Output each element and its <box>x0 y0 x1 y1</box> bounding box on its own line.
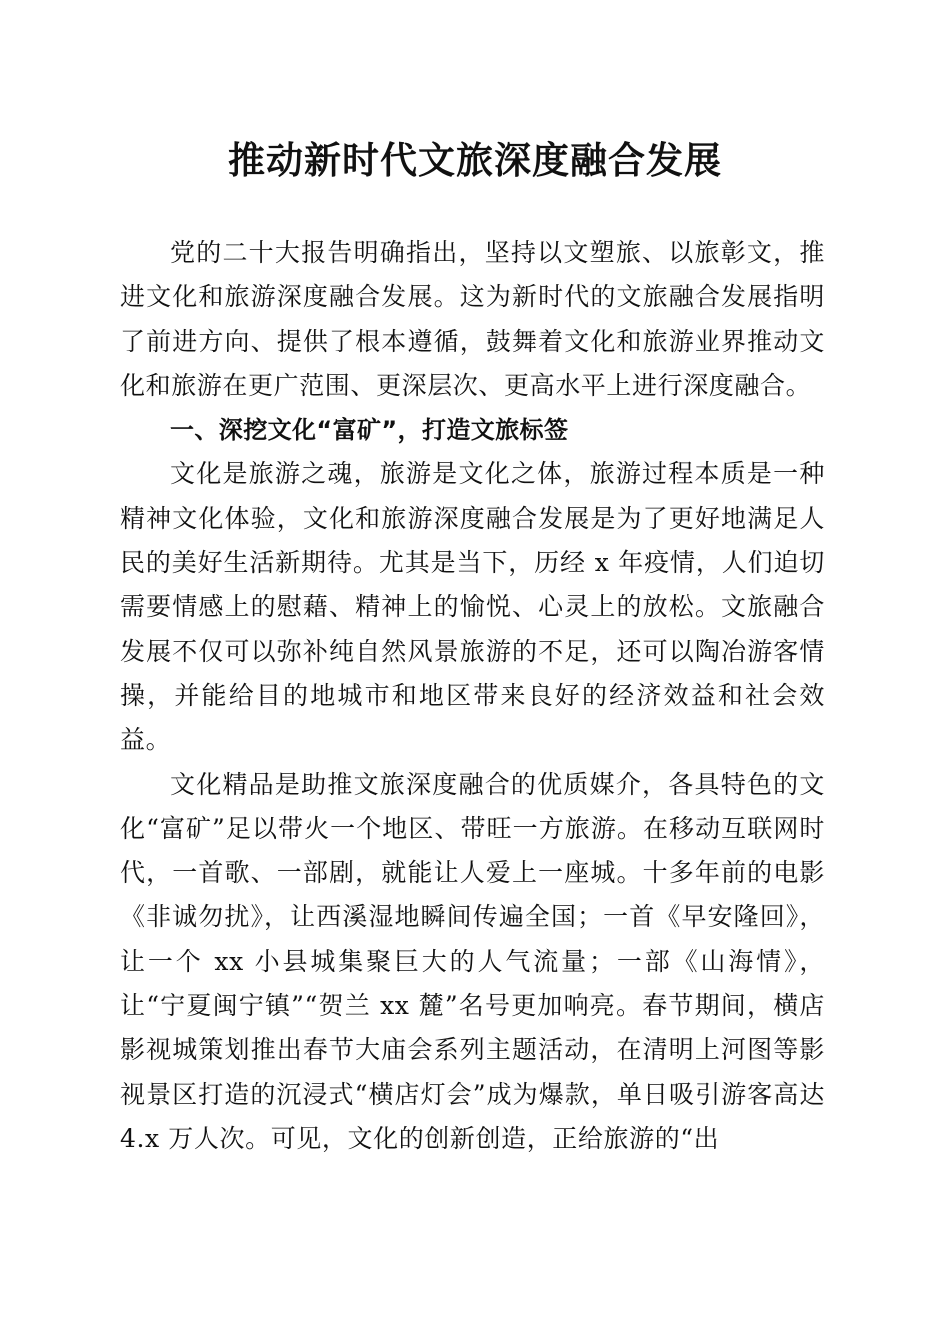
intro-paragraph: 党的二十大报告明确指出，坚持以文塑旅、以旅彰文，推进文化和旅游深度融合发展。这为新时代的文旅融合发展指明了前进方向、提供了根本遵循，鼓舞着文化和旅游业界推动文化和旅游在更广范围、更深层次、更高水平上进行深度融合。 <box>120 238 825 400</box>
section-paragraph-1: 文化是旅游之魂，旅游是文化之体，旅游过程本质是一种精神文化体验，文化和旅游深度融合发展是为了更好地满足人民的美好生活新期待。尤其是当下，历经 x 年疫情，人们迫切需要情感上的慰藉、精神上的愉悦、心灵上的放松。文旅融合发展不仅可以弥补纯自然风景旅游的不足，还可以陶冶游客情操，并能给目的地城市和地区带来良好的经济效益和社会效益。 <box>120 459 825 755</box>
document-title: 推动新时代文旅深度融合发展 <box>228 138 722 182</box>
section-paragraph-2: 文化精品是助推文旅深度融合的优质媒介，各具特色的文化“富矿”足以带火一个地区、带旺一方旅游。在移动互联网时代，一首歌、一部剧，就能让人爱上一座城。十多年前的电影《非诚勿扰》，让西溪湿地瞬间传遍全国；一首《早安隆回》，让一个 xx 小县城集聚巨大的人气流量；一部《山海情》，让“宁夏闽宁镇”“贺兰 xx 麓”名号更加响亮。春节期间，横店影视城策划推出春节大庙会系列主题活动，在清明上河图等影视景区打造的沉浸式“横店灯会”成为爆款，单日吸引游客高达 4.x 万人次。可见，文化的创新创造，正给旅游的“出 <box>120 769 825 1153</box>
section-heading: 一、深挖文化“富矿”，打造文旅标签 <box>170 416 569 445</box>
document-body <box>120 231 825 1161</box>
